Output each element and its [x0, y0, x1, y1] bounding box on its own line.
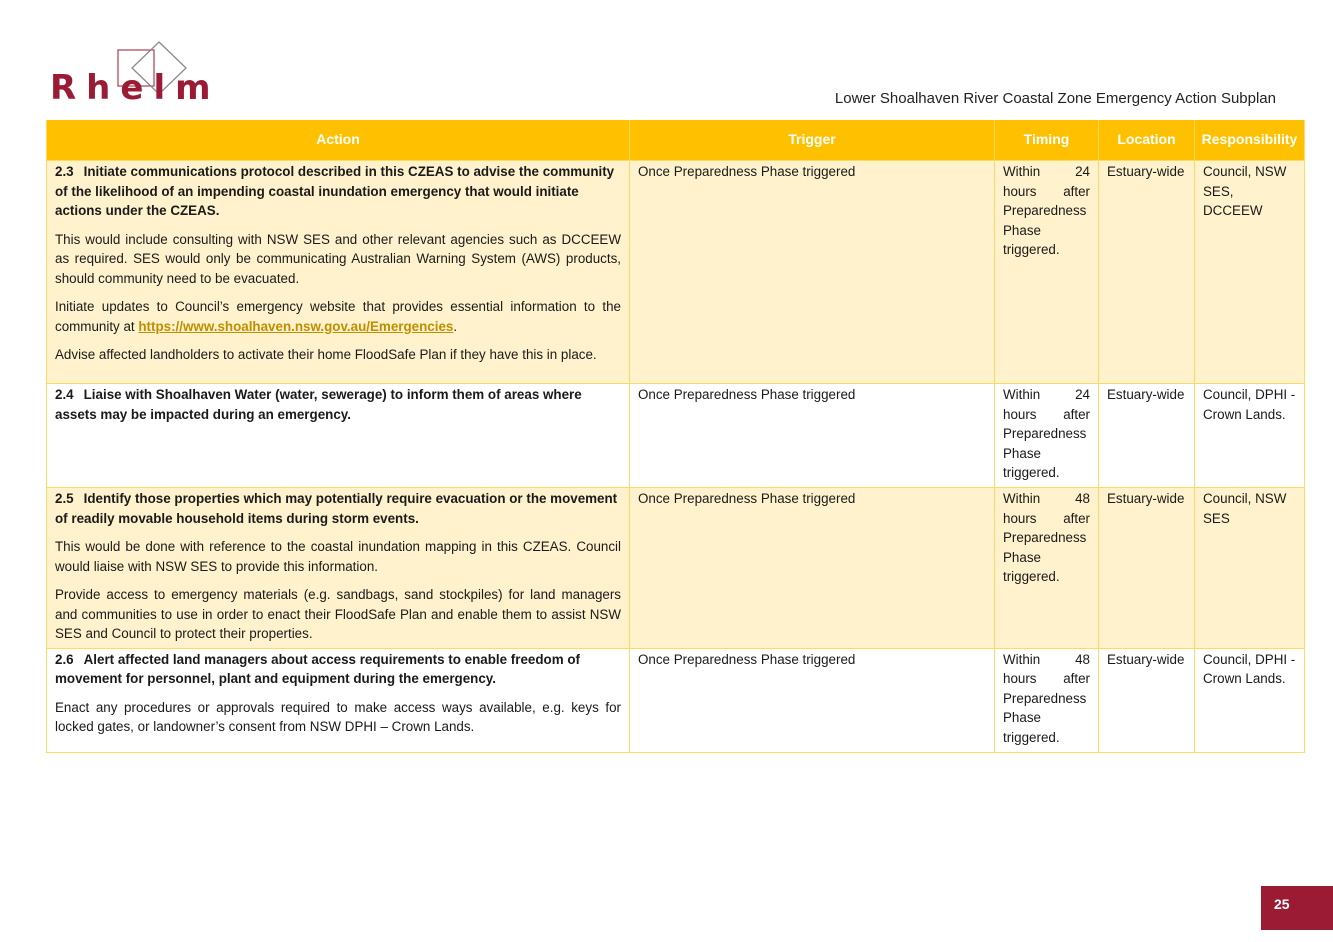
- action-cell: [47, 648, 630, 752]
- col-header-trigger: Trigger: [630, 120, 995, 161]
- location-cell: Estuary-wide: [1099, 384, 1195, 488]
- col-header-responsibility: Responsibility: [1195, 120, 1305, 161]
- col-header-location: Location: [1099, 120, 1195, 161]
- trigger-cell: Once Preparedness Phase triggered: [630, 384, 995, 488]
- action-detail: Advise affected landholders to activate their home FloodSafe Plan if they have this in place.: [55, 347, 597, 362]
- location-cell: Estuary-wide: [1099, 648, 1195, 752]
- table-header-row: [47, 120, 1305, 161]
- col-header-timing: Timing: [995, 120, 1099, 161]
- action-cell: [47, 384, 630, 488]
- action-heading: 2.4 Liaise with Shoalhaven Water (water, sewerage) to inform them of areas where assets may be impacted during an emergency.: [55, 387, 582, 422]
- table-row: [47, 648, 1305, 752]
- action-detail: Initiate updates to Council’s emergency website that provides essential information to the community at https://www.shoalhaven.nsw.gov.au/Emergencies.: [55, 299, 621, 334]
- rhelm-logo: [48, 40, 228, 106]
- action-cell: [47, 488, 630, 649]
- table-row: [47, 488, 1305, 649]
- trigger-cell: Once Preparedness Phase triggered: [630, 488, 995, 649]
- responsibility-cell: Council, DPHI - Crown Lands.: [1195, 384, 1305, 488]
- action-heading: 2.3 Initiate communications protocol described in this CZEAS to advise the community of the likelihood of an impending coastal inundation emergency that would initiate actions under the CZEAS.: [55, 164, 615, 218]
- action-heading: 2.5 Identify those properties which may potentially require evacuation or the movement of readily movable household items during storm events.: [55, 491, 618, 526]
- logo-text: Rhelm: [50, 68, 221, 108]
- timing-cell: Within 48 hours after Preparedness Phase triggered.: [995, 488, 1099, 649]
- emergencies-link[interactable]: https://www.shoalhaven.nsw.gov.au/Emergencies: [138, 318, 454, 334]
- trigger-cell: Once Preparedness Phase triggered: [630, 648, 995, 752]
- action-detail: Provide access to emergency materials (e.g. sandbags, sand stockpiles) for land managers and communities to use in order to enact their FloodSafe Plan and enable them to assist NSW SES and Council to protect their properties.: [55, 587, 621, 641]
- action-detail: This would be done with reference to the coastal inundation mapping in this CZEAS. Council would liaise with NSW SES to provide this information.: [55, 539, 621, 574]
- action-detail: This would include consulting with NSW SES and other relevant agencies such as DCCEEW as required. SES would only be communicating Australian Warning System (AWS) products, should community need to be evacuated.: [55, 231, 621, 286]
- action-table: [46, 120, 1305, 753]
- table-row: [47, 161, 1305, 384]
- table-row: [47, 384, 1305, 488]
- action-heading: 2.6 Alert affected land managers about access requirements to enable freedom of movement for personnel, plant and equipment during the emergency.: [55, 651, 580, 686]
- page-number: 25: [1261, 886, 1333, 930]
- action-detail: Enact any procedures or approvals required to make access ways available, e.g. keys for locked gates, or landowner’s consent from NSW DPHI – Crown Lands.: [55, 699, 621, 734]
- trigger-cell: Once Preparedness Phase triggered: [630, 161, 995, 384]
- responsibility-cell: Council, NSW SES, DCCEEW: [1195, 161, 1305, 384]
- document-title: Lower Shoalhaven River Coastal Zone Emergency Action Subplan: [834, 90, 1276, 107]
- col-header-action: Action: [47, 120, 630, 161]
- timing-cell: Within 24 hours after Preparedness Phase triggered.: [995, 161, 1099, 384]
- action-cell: [47, 161, 630, 384]
- timing-cell: Within 24 hours after Preparedness Phase triggered.: [995, 384, 1099, 488]
- timing-cell: Within 48 hours after Preparedness Phase triggered.: [995, 648, 1099, 752]
- location-cell: Estuary-wide: [1099, 161, 1195, 384]
- location-cell: Estuary-wide: [1099, 488, 1195, 649]
- responsibility-cell: Council, NSW SES: [1195, 488, 1305, 649]
- responsibility-cell: Council, DPHI - Crown Lands.: [1195, 648, 1305, 752]
